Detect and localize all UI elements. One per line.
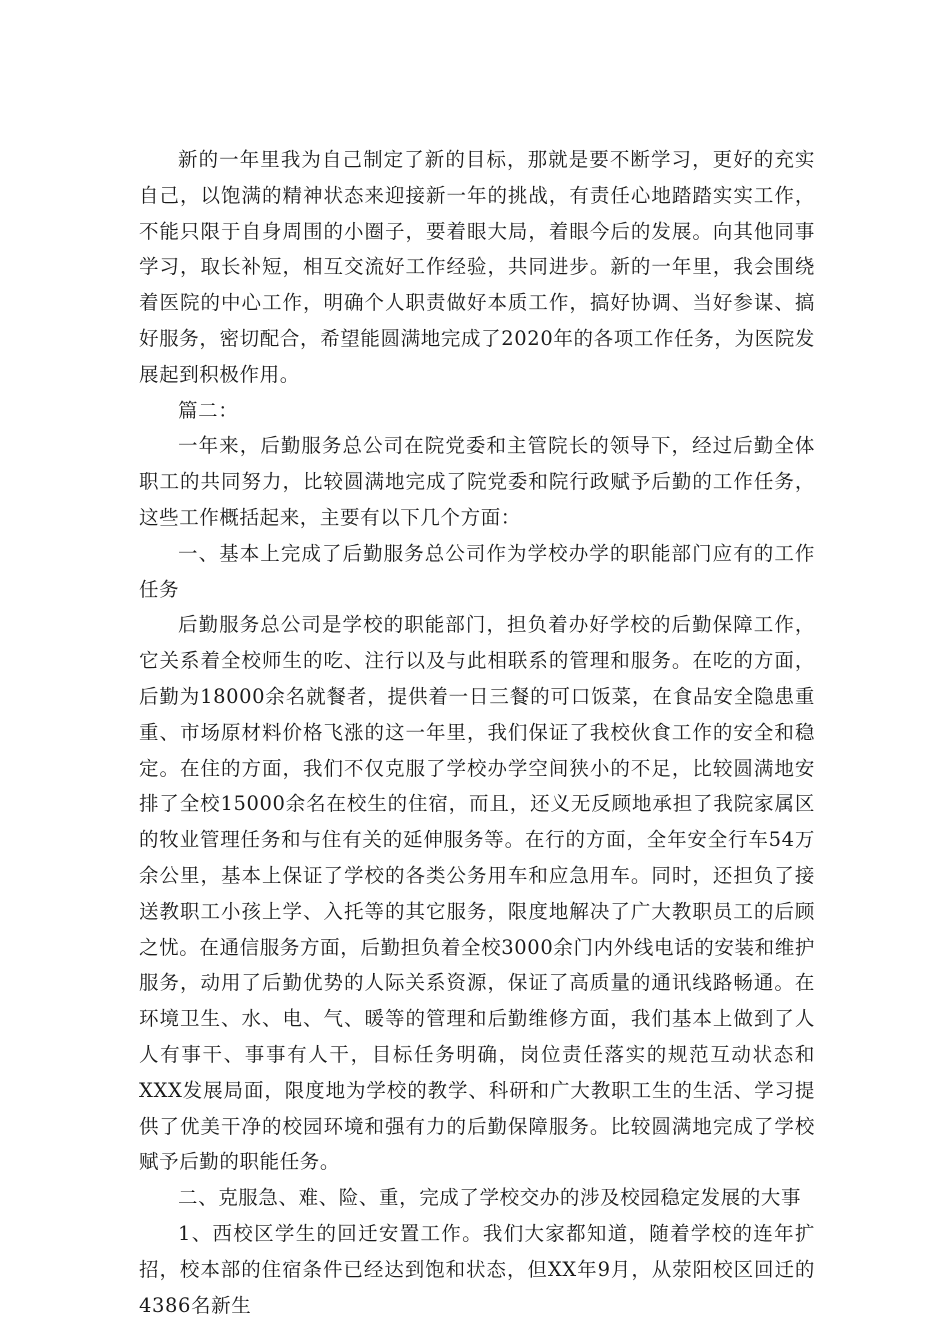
paragraph-part-two-heading: 篇二：: [178, 398, 239, 422]
section-heading-2: 二、克服急、难、险、重，完成了学校交办的涉及校园稳定发展的大事: [178, 1186, 802, 1210]
section-heading-1: 一、基本上完成了后勤服务总公司作为学校办学的职能部门应有的工作任务: [139, 541, 815, 601]
document-body: [139, 142, 815, 1323]
paragraph-year-overview: 一年来，后勤服务总公司在院党委和主管院长的领导下，经过后勤全体职工的共同努力，比较圆满地完成了院党委和院行政赋予后勤的工作任务，这些工作概括起来，主要有以下几个方面：: [139, 434, 815, 529]
paragraph-west-campus-relocation: 1、西校区学生的回迁安置工作。我们大家都知道，随着学校的连年扩招，校本部的住宿条件已经达到饱和状态，但XX年9月，从荥阳校区回迁的4386名新生: [139, 1221, 815, 1317]
paragraph-logistics-services: 后勤服务总公司是学校的职能部门，担负着办好学校的后勤保障工作，它关系着全校师生的吃、注行以及与此相联系的管理和服务。在吃的方面，后勤为18000余名就餐者，提供着一日三餐的可口饭菜，在食品安全隐患重重、市场原材料价格飞涨的这一年里，我们保证了我校伙食工作的安全和稳定。在住的方面，我们不仅克服了学校办学空间狭小的不足，比较圆满地安排了全校15000余名在校生的住宿，而且，还义无反顾地承担了我院家属区的牧业管理任务和与住有关的延伸服务等。在行的方面，全年安全行车54万余公里，基本上保证了学校的各类公务用车和应急用车。同时，还担负了接送教职工小孩上学、入托等的其它服务，限度地解决了广大教职员工的后顾之忧。在通信服务方面，后勤担负着全校3000余门内外线电话的安装和维护服务，动用了后勤优势的人际关系资源，保证了高质量的通讯线路畅通。在环境卫生、水、电、气、暖等的管理和后勤维修方面，我们基本上做到了人人有事干、事事有人干，目标任务明确，岗位责任落实的规范互动状态和XXX发展局面，限度地为学校的教学、科研和广大教职工生的生活、学习提供了优美干净的校园环境和强有力的后勤保障服务。比较圆满地完成了学校赋予后勤的职能任务。: [139, 613, 815, 1174]
paragraph-new-year-goals: 新的一年里我为自己制定了新的目标，那就是要不断学习，更好的充实自己，以饱满的精神状态来迎接新一年的挑战，有责任心地踏踏实实工作，不能只限于自身周围的小圈子，要着眼大局，着眼今后的发展。向其他同事学习，取长补短，相互交流好工作经验，共同进步。新的一年里，我会围绕着医院的中心工作，明确个人职责做好本质工作，搞好协调、当好参谋、搞好服务，密切配合，希望能圆满地完成了2020年的各项工作任务，为医院发展起到积极作用。: [139, 148, 815, 386]
